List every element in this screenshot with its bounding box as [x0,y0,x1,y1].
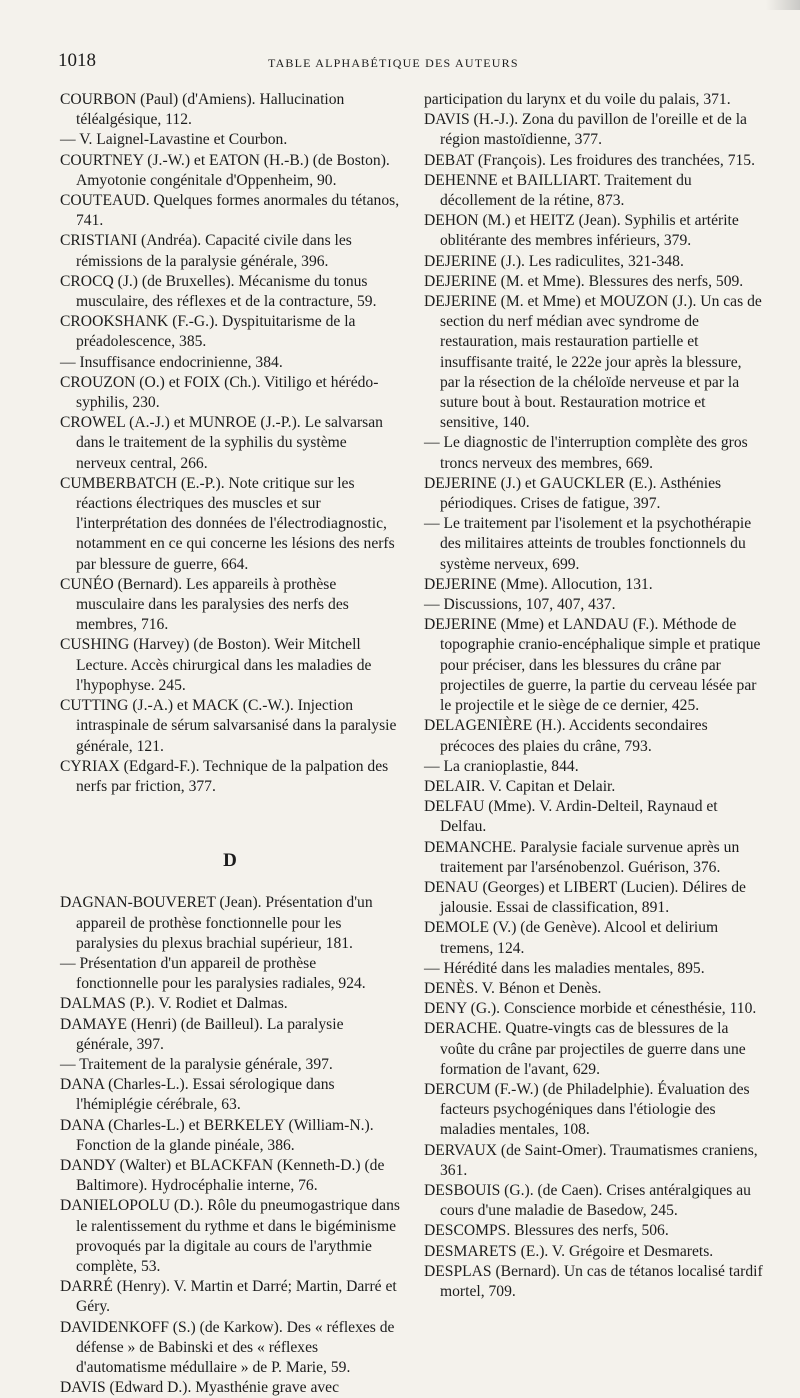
page-number: 1018 [58,50,96,71]
index-entry: participation du larynx et du voile du palais, 371. [424,91,731,108]
index-entry: DAVIS (Edward D.). Myasthénie grave avec [60,1379,340,1397]
index-entry: DELFAU (Mme). V. Ardin-Delteil, Raynaud et Delfau. [424,798,718,836]
index-entry: DELAIR. V. Capitan et Delair. [424,777,616,795]
index-entry: CROCQ (J.) (de Bruxelles). Mécanisme du tonus musculaire, des réflexes et de la contracture, 59. [60,272,377,311]
page-corner-mark [766,0,800,10]
index-entry: DEBAT (François). Les froidures des tranchées, 715. [424,151,755,169]
index-entry: DAMAYE (Henri) (de Bailleul). La paralysie générale, 397. [60,1015,344,1053]
index-entry: — Le diagnostic de l'interruption complète des gros troncs nerveux des membres, 669. [424,434,748,472]
index-entry: DEJERINE (M. et Mme) et MOUZON (J.). Un cas de section du nerf médian avec syndrome de restauration, mais restauration partielle et insuffisante traité, le 222e jour après la blessure, par la résection de la chéloïde nerveuse et par la suture bout à bout. Restauration motrice et sensitive, 140. [424,293,762,432]
index-entry: DERACHE. Quatre-vingts cas de blessures de la voûte du crâne par projectiles de guerre dans une formation de l'avant, 629. [424,1020,746,1078]
index-entry: CYRIAX (Edgard-F.). Technique de la palpation des nerfs par friction, 377. [60,757,389,795]
index-entry: DEJERINE (J.). Les radiculites, 321-348. [424,252,684,270]
index-entry: CROUZON (O.) et FOIX (Ch.). Vitiligo et hérédo-syphilis, 230. [60,373,379,412]
page-header [58,50,760,78]
index-entry: COURTNEY (J.-W.) et EATON (H.-B.) (de Boston). Amyotonie congénitale d'Oppenheim, 90. [60,151,390,189]
index-entry: — La cranioplastie, 844. [424,757,579,775]
index-entry: DENY (G.). Conscience morbide et cénesthésie, 110. [424,1000,757,1018]
index-entry: COURBON (Paul) (d'Amiens). Hallucination téléalgésique, 112. [60,91,345,129]
left-column [60,90,400,1398]
index-entry: DEJERINE (J.) et GAUCKLER (E.). Asthénies périodiques. Crises de fatigue, 397. [424,474,722,513]
index-entry: DELAGENIÈRE (H.). Accidents secondaires précoces des plaies du crâne, 793. [424,717,708,755]
section-letter: D [223,850,237,872]
index-entry: DAVIDENKOFF (S.) (de Karkow). Des « réflexes de défense » de Babinski et des « réflexes d'automatisme médullaire » de P. Marie, 59. [60,1318,395,1376]
running-title: TABLE ALPHABÉTIQUE DES AUTEURS [268,56,519,70]
index-entry: DANIELOPOLU (D.). Rôle du pneumogastrique dans le ralentissement du rythme et dans le bigéminisme provoqués par la digitale au cours de l'arythmie complète, 53. [60,1197,400,1275]
index-entry: DENÈS. V. Bénon et Denès. [424,979,602,997]
index-entry: DERCUM (F.-W.) (de Philadelphie). Évaluation des facteurs psychogéniques dans l'étiologie des maladies mentales, 108. [424,1080,750,1139]
index-entry: DAGNAN-BOUVERET (Jean). Présentation d'un appareil de prothèse fonctionnelle pour les paralysies du plexus brachial supérieur, 181. [60,894,373,952]
index-entry: DERVAUX (de Saint-Omer). Traumatismes craniens, 361. [424,1141,758,1179]
index-entry: CRISTIANI (Andréa). Capacité civile dans les rémissions de la paralysie générale, 396. [60,232,352,270]
index-entry: DEHON (M.) et HEITZ (Jean). Syphilis et artérite oblitérante des membres inférieurs, 379. [424,212,739,250]
right-column [424,90,764,1302]
index-entry: DEJERINE (Mme). Allocution, 131. [424,575,653,593]
index-entry: — Traitement de la paralysie générale, 397. [60,1055,333,1073]
index-entry: — Discussions, 107, 407, 437. [424,596,616,614]
index-entry: DEJERINE (Mme) et LANDAU (F.). Méthode de topographie cranio-encéphalique simple et pratique pour préciser, dans les blessures du crâne par projectiles de guerre, la partie du cerveau lésée par le projectile et le siège de ce dernier, 425. [424,616,761,715]
index-entry: DALMAS (P.). V. Rodiet et Dalmas. [60,995,288,1013]
index-entry: CROWEL (A.-J.) et MUNROE (J.-P.). Le salvarsan dans le traitement de la syphilis du système nerveux central, 266. [60,414,383,472]
index-entry: DEHENNE et BAILLIART. Traitement du décollement de la rétine, 873. [424,171,692,210]
index-entry: DESCOMPS. Blessures des nerfs, 506. [424,1222,669,1240]
index-entry: DANA (Charles-L.). Essai sérologique dans l'hémiplégie cérébrale, 63. [60,1076,335,1114]
index-entry: DEMOLE (V.) (de Genève). Alcool et delirium tremens, 124. [424,919,719,957]
index-entry: DESMARETS (E.). V. Grégoire et Desmarets. [424,1242,714,1260]
index-entry: — Insuffisance endocrinienne, 384. [60,353,283,371]
index-entry: — V. Laignel-Lavastine et Courbon. [60,131,288,149]
index-entry: DANDY (Walter) et BLACKFAN (Kenneth-D.) (de Baltimore). Hydrocéphalie interne, 76. [60,1156,385,1195]
index-entry: DESBOUIS (G.). (de Caen). Crises antéralgiques au cours d'une maladie de Basedow, 245. [424,1181,751,1220]
index-entry: DEMANCHE. Paralysie faciale survenue après un traitement par l'arsénobenzol. Guérison, 376. [424,838,740,876]
index-entry: DEJERINE (M. et Mme). Blessures des nerfs, 509. [424,272,744,290]
index-entry: COUTEAUD. Quelques formes anormales du tétanos, 741. [60,192,400,230]
index-entry: CROOKSHANK (F.-G.). Dyspituitarisme de la préadolescence, 385. [60,313,356,351]
index-entry: DARRÉ (Henry). V. Martin et Darré; Martin, Darré et Géry. [60,1278,397,1316]
index-entry: DESPLAS (Bernard). Un cas de tétanos localisé tardif mortel, 709. [424,1262,763,1300]
index-entry: — Hérédité dans les maladies mentales, 895. [424,959,705,977]
index-entry: CUSHING (Harvey) (de Boston). Weir Mitchell Lecture. Accès chirurgical dans les maladies de l'hypophyse. 245. [60,636,372,694]
index-entry: CUTTING (J.-A.) et MACK (C.-W.). Injection intraspinale de sérum salvarsanisé dans la paralysie générale, 121. [60,697,397,755]
index-entry: — Présentation d'un appareil de prothèse fonctionnelle pour les paralysies radiales, 924. [60,954,366,993]
index-entry: CUNÉO (Bernard). Les appareils à prothèse musculaire dans les paralysies des nerfs des membres, 716. [60,575,349,634]
index-entry: DENAU (Georges) et LIBERT (Lucien). Délires de jalousie. Essai de classification, 891. [424,878,746,917]
index-entry: — Le traitement par l'isolement et la psychothérapie des militaires atteints de troubles fonctionnels du système nerveux, 699. [424,515,752,573]
index-entry: DANA (Charles-L.) et BERKELEY (William-N.). Fonction de la glande pinéale, 386. [60,1116,374,1154]
index-entry: DAVIS (H.-J.). Zona du pavillon de l'oreille et de la région mastoïdienne, 377. [424,111,747,149]
index-entry: CUMBERBATCH (E.-P.). Note critique sur les réactions électriques des muscles et sur l'interprétation des données de l'électrodiagnostic, notamment en ce qui concerne les lésions des nerfs par blessure de guerre, 664. [60,474,395,573]
